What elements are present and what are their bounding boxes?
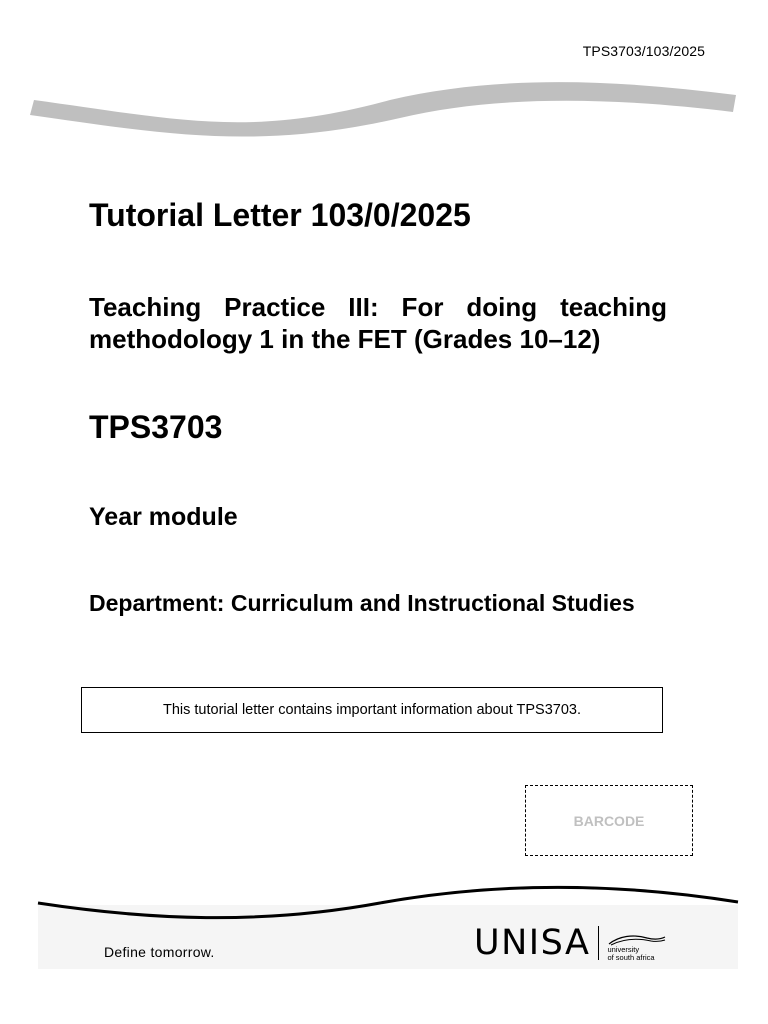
module-name: Teaching Practice III: For doing teaching methodology 1 in the FET (Grades 10–12) [89, 292, 667, 354]
module-type: Year module [89, 503, 238, 531]
footer-tagline: Define tomorrow. [104, 944, 215, 960]
logo-flag-icon [607, 932, 667, 946]
document-reference-code: TPS3703/103/2025 [582, 43, 705, 59]
bottom-swoosh-decoration [0, 875, 768, 925]
top-swoosh-decoration [0, 80, 768, 140]
department-name: Department: Curriculum and Instructional Studies [89, 590, 635, 616]
notice-box [81, 687, 663, 733]
unisa-logo [474, 924, 667, 962]
barcode-label: BARCODE [573, 812, 645, 829]
logo-mark [607, 925, 667, 961]
logo-divider [598, 926, 599, 960]
document-title: Tutorial Letter 103/0/2025 [89, 197, 471, 233]
logo-sub-line2: of south africa [607, 952, 655, 962]
notice-text: This tutorial letter contains important information about TPS3703. [162, 702, 582, 718]
barcode-placeholder [525, 785, 693, 856]
logo-sub-line1: university [607, 945, 640, 954]
logo-wordmark: UNISA [474, 923, 591, 963]
module-code: TPS3703 [89, 409, 223, 445]
